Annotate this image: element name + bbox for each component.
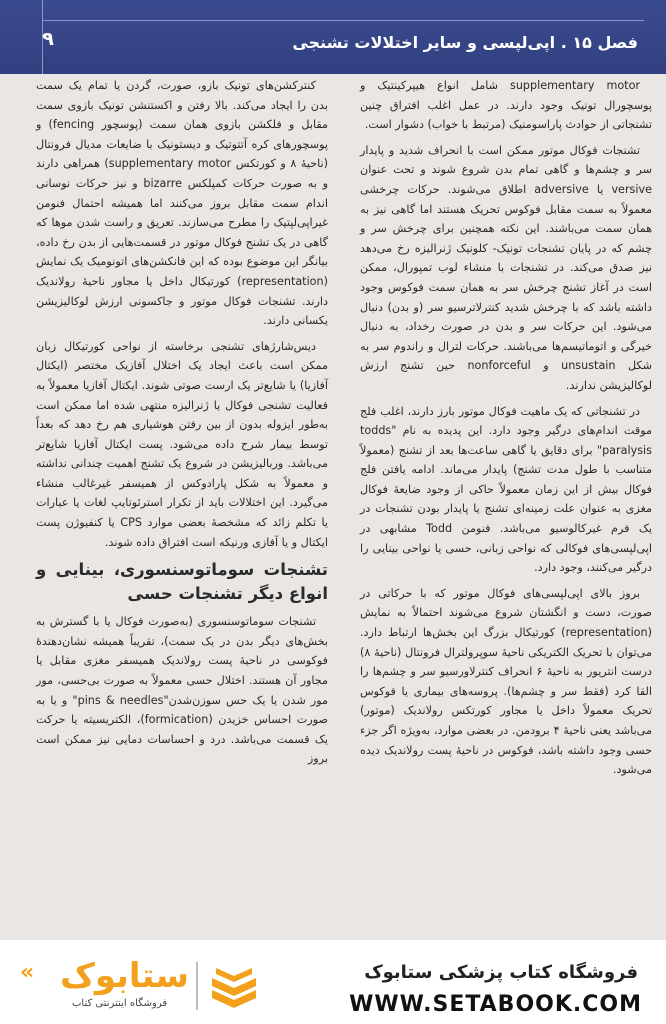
logo-subtitle: فروشگاه اینترنتی کتاب bbox=[72, 998, 168, 1009]
double-chevron-icon: « bbox=[20, 960, 35, 985]
chapter-title: فصل ۱۵ . اپی‌لپسی و سایر اختلالات تشنجی bbox=[292, 33, 638, 52]
section-heading: تشنجات سوماتوسنسوری، بینایی و انواع دیگر تشنجات حسی bbox=[36, 560, 328, 604]
left-column bbox=[36, 76, 328, 775]
right-column bbox=[360, 76, 652, 786]
page-number: ۹ bbox=[42, 28, 54, 50]
paragraph: supplementary motor شامل انواع هیپرکینتیک و پوسچورال تونیک وجود دارند. در عمل اغلب افتراق چنین تشنجاتی از حوادث پاراسومنیک (مرتبط با خواب) دشوار است. bbox=[360, 79, 652, 132]
header-rule bbox=[42, 20, 644, 21]
paragraph: کنترکشن‌های تونیک بازو، صورت، گردن یا تمام یک سمت بدن را ایجاد می‌کند. بالا رفتن و اکستنشن تونیک بازوی سمت مقابل و فلکشن بازوی همان سمت (پوسچور fencing) و پوسچورهای کره آتتوتیک و دیستونیک با ضایعات مدیال فرونتال (ناحیهٔ ۸ و کورتکس supplementary motor) همراهی دارند و به صورت حرکات کمپلکس bizarre و نیز حرکات نوسانی اندام سمت مقابل بروز می‌کنند اما همیشه احتمال فنومن غیراپی‌لپتیک را مطرح می‌سازند. تعریق و راست شدن موها که گاهی در یک تشنج فوکال موتور در قسمت‌هایی از بدن رخ داده، بیانگر این موضوع بوده که این فانکشن‌های اتونومیک یک نمایش (representation) کورتیکال داخل یا مجاور ناحیهٔ رولاندیک دارند. تشنجات فوکال موتور و جاکسونی ارزش لوکالیزیشن یکسانی دارند. bbox=[36, 79, 329, 328]
logo-divider bbox=[196, 962, 198, 1010]
paragraph: بروز بالای اپی‌لپسی‌های فوکال موتور که با حرکاتی در صورت، دست و انگشتان شروع می‌شوند احتمالاً به نمایش (representation) کورتیکال بزرگ این بخش‌ها ارتباط دارد. می‌توان با تحریک الکتریکی ناحیهٔ سوپرولترال فرونتال (ناحیهٔ ۸) درست انتریور به ناحیهٔ ۶ انحراف کنترلاورسیو سر و چشم‌ها را القا کرد (فقط سر و چشم‌ها). پروسه‌های بیماری یا فوکوس تحریک معمولاً داخل یا مجاور کورتکس رولاندیک (موتور) می‌باشد یعنی ناحیهٔ ۴ برودمن. در بعضی موارد، به‌ویژه اگر جزء حسی وجود داشته باشد، فوکوس در ناحیهٔ پست رولاندیک دیده می‌شود. bbox=[360, 586, 653, 777]
store-name: فروشگاه کتاب پزشکی ستابوک bbox=[364, 962, 638, 983]
book-stack-icon bbox=[208, 958, 260, 1012]
store-footer bbox=[0, 940, 666, 1024]
store-logo[interactable] bbox=[20, 954, 270, 1014]
paragraph: در تشنجاتی که یک ماهیت فوکال موتور بارز دارند، اغلب فلج موقت اندام‌های درگیر وجود دارد. این پدیده به نام "todds paralysis" برای دقایق یا گاهی ساعت‌ها بعد از تشنج (معمولاً متناسب با طول مدت تشنج) پایدار می‌ماند. ادامه یافتن فلج فوکال بیش از این زمان معمولاً حاکی از وجود ضایعهٔ فوکال مغزی به عنوان علت زمینه‌ای تشنج یا پایدار بودن تشنجات در یک فرم غیرکالوسیو می‌باشد. فنومن Todd مشابهی در اپی‌لپسی‌های فوکالی که نواحی زبانی، حسی یا نواحی بینایی را درگیر می‌کنند، وجود دارد. bbox=[360, 404, 652, 575]
chapter-header bbox=[0, 0, 666, 74]
store-url-link[interactable]: WWW.SETABOOK.COM bbox=[349, 992, 642, 1017]
paragraph: تشنجات فوکال موتور ممکن است با انحراف شدید و پایدار سر و چشم‌ها و گاهی تمام بدن شروع شوند و تحت عنوان versive یا adversive اطلاق می‌شوند. حرکات چرخشی معمولاً به سمت مقابل فوکوس تحریک هستند اما گاهی نیز به همان سمت می‌باشند. این نکته همچنین برای چرخش سر و چشم که در پایان تشنجات تونیک- کلونیک ژنرالیزه رخ می‌دهد نیز صدق می‌کند. در تشنجات با منشاء لوب تمپورال، ممکن است در آغاز تشنج چرخش سر به همان سمت فوکوس وجود داشته باشد که با چرخش شدید کنترلاترسیو سر (و بدن) دنبال می‌شود. این حرکات سر و بدن در صورت رخداد، به دنبال خیرگی و اتوماتیسم‌ها می‌باشند. حرکات لترال و راندوم سر به شکل unsustain و nonforceful حین تشنج ارزش لوکالیزیشن ندارند. bbox=[360, 143, 652, 392]
paragraph: دیس‌شارژهای تشنجی برخاسته از نواحی کورتیکال زبان ممکن است باعث ایجاد یک اختلال آفازیک مختصر (ایکتال آفازیا) یا شایع‌تر یک ارست صوتی شوند. ایکتال آفازیا معمولاً به فعالیت تشنجی فوکال یا ژنرالیزه منتهی شده اما ممکن است به‌طور ایزوله بدون از بین رفتن هوشیاری هم رخ دهد که بعداً توسط بیمار شرح داده می‌شود. پست ایکتال آفازیا شایع‌تر می‌باشد. وربالیزیشن در شروع یک تشنج اهمیت چندانی نداشته و معمولاً به شکل پارادوکس از همیسفر غیرغالب منشاء می‌گیرد. این اختلالات باید از تکرار استرئوتایپ لغات یا عبارات یا تکلم زائد که مشخصهٔ بعضی موارد CPS یا کنفیوژن پست ایکتال و یا آفازی ورنیکه است افتراق داده شوند. bbox=[36, 339, 329, 549]
logo-wordmark: ستابوک bbox=[60, 956, 189, 996]
paragraph: تشنجات سوماتوسنسوری (به‌صورت فوکال یا با گسترش به بخش‌های دیگر بدن در یک سمت)، تقریباً همیشه نشان‌دهندهٔ فوکوسی در ناحیهٔ پست رولاندیک همیسفر مغزی مقابل یا مجاور آن هستند. اختلال حسی معمولاً به صورت بی‌حسی، مور مور شدن یا یک حس سوزن‌شدن"pins & needles" و یا به صورت احساس خزیدن (formication)، الکتریسیته یا حرکت یک قسمت می‌باشد. درد و احساسات دمایی نیز ممکن است بروز bbox=[36, 615, 329, 766]
